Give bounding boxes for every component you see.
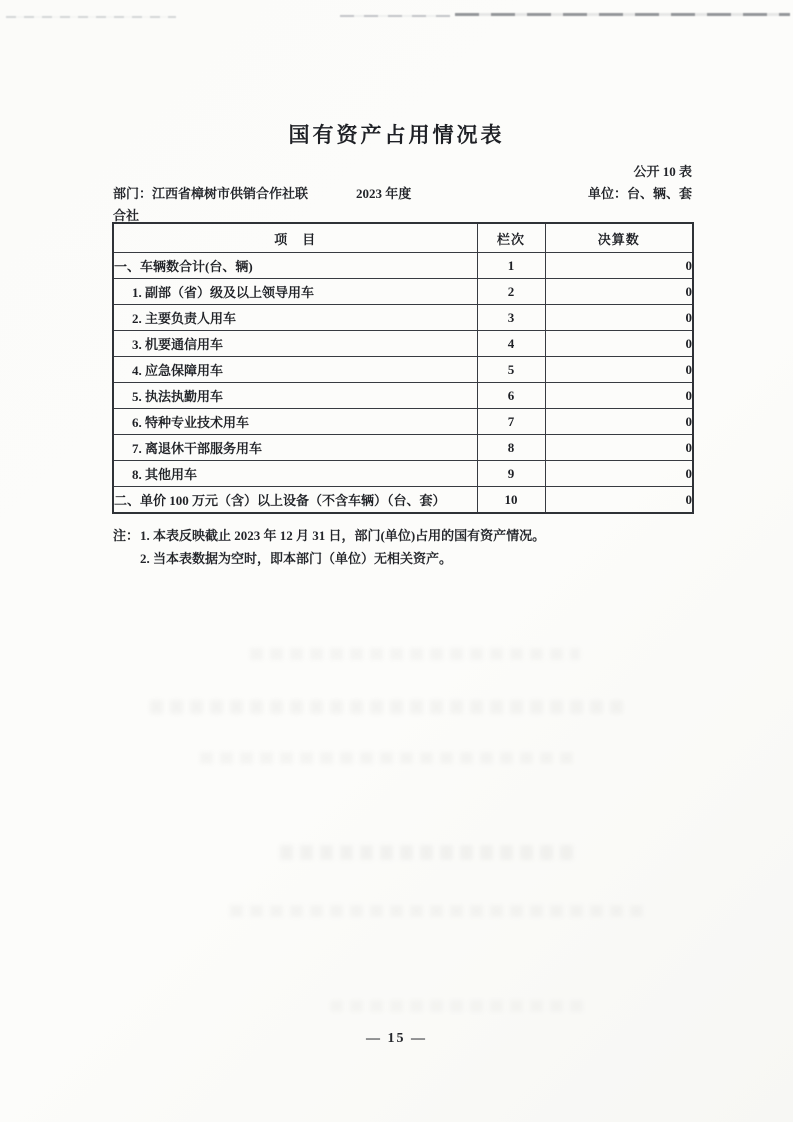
value-cell: 0 <box>545 305 693 331</box>
table-row <box>113 331 693 357</box>
column-number-cell: 3 <box>477 305 545 331</box>
item-cell: 1. 副部（省）级及以上领导用车 <box>113 279 477 305</box>
value-cell: 0 <box>545 253 693 279</box>
item-cell: 一、车辆数合计(台、辆) <box>113 253 477 279</box>
footnotes <box>113 524 545 570</box>
table-row <box>113 305 693 331</box>
table-row <box>113 279 693 305</box>
item-cell: 二、单价 100 万元（含）以上设备（不含车辆）（台、套） <box>113 487 477 514</box>
asset-occupation-table <box>112 222 694 514</box>
table-header-row <box>113 223 693 253</box>
column-number-cell: 5 <box>477 357 545 383</box>
bleed-through-artifact <box>250 648 580 660</box>
bleed-through-artifact <box>280 845 580 860</box>
bleed-through-artifact <box>230 905 650 917</box>
value-cell: 0 <box>545 331 693 357</box>
value-cell: 0 <box>545 461 693 487</box>
table-row <box>113 487 693 514</box>
column-number-cell: 6 <box>477 383 545 409</box>
item-cell: 2. 主要负责人用车 <box>113 305 477 331</box>
table-row <box>113 383 693 409</box>
unit-label: 单位：台、辆、套 <box>587 186 692 201</box>
column-number-cell: 7 <box>477 409 545 435</box>
item-cell: 3. 机要通信用车 <box>113 331 477 357</box>
department-label-line2: 合社 <box>113 208 140 223</box>
scan-artifact-line <box>340 15 450 17</box>
bleed-through-artifact <box>200 752 580 764</box>
header-col: 栏次 <box>477 223 545 253</box>
footnote-line <box>113 547 545 570</box>
item-cell: 7. 离退休干部服务用车 <box>113 435 477 461</box>
table-row <box>113 253 693 279</box>
footnote-line <box>113 524 545 547</box>
item-cell: 5. 执法执勤用车 <box>113 383 477 409</box>
scan-artifact-line <box>6 16 176 18</box>
value-cell: 0 <box>545 487 693 514</box>
value-cell: 0 <box>545 435 693 461</box>
header-item: 项 目 <box>113 223 477 253</box>
column-number-cell: 2 <box>477 279 545 305</box>
column-number-cell: 8 <box>477 435 545 461</box>
page-number: — 15 — <box>366 1031 427 1046</box>
value-cell: 0 <box>545 383 693 409</box>
scan-artifact-line <box>455 13 790 16</box>
footnote-text: 1. 本表反映截止 2023 年 12 月 31 日，部门(单位)占用的国有资产情况。 <box>140 528 546 543</box>
value-cell: 0 <box>545 409 693 435</box>
bleed-through-artifact <box>330 1000 590 1012</box>
table-row <box>113 409 693 435</box>
value-cell: 0 <box>545 357 693 383</box>
item-cell: 8. 其他用车 <box>113 461 477 487</box>
bleed-through-artifact <box>150 700 630 714</box>
column-number-cell: 4 <box>477 331 545 357</box>
header-value: 决算数 <box>545 223 693 253</box>
value-cell: 0 <box>545 279 693 305</box>
table-row <box>113 435 693 461</box>
item-cell: 4. 应急保障用车 <box>113 357 477 383</box>
fiscal-year-label: 2023 年度 <box>356 186 412 201</box>
item-cell: 6. 特种专业技术用车 <box>113 409 477 435</box>
column-number-cell: 9 <box>477 461 545 487</box>
footnote-prefix: 注： <box>113 528 140 543</box>
table-code-label: 公开 10 表 <box>633 164 692 179</box>
footnote-text: 2. 当本表数据为空时，即本部门（单位）无相关资产。 <box>140 551 453 566</box>
column-number-cell: 10 <box>477 487 545 514</box>
table-row <box>113 461 693 487</box>
document-title: 国有资产占用情况表 <box>288 123 505 147</box>
table-row <box>113 357 693 383</box>
department-label: 部门：江西省樟树市供销合作社联 <box>113 186 309 201</box>
column-number-cell: 1 <box>477 253 545 279</box>
